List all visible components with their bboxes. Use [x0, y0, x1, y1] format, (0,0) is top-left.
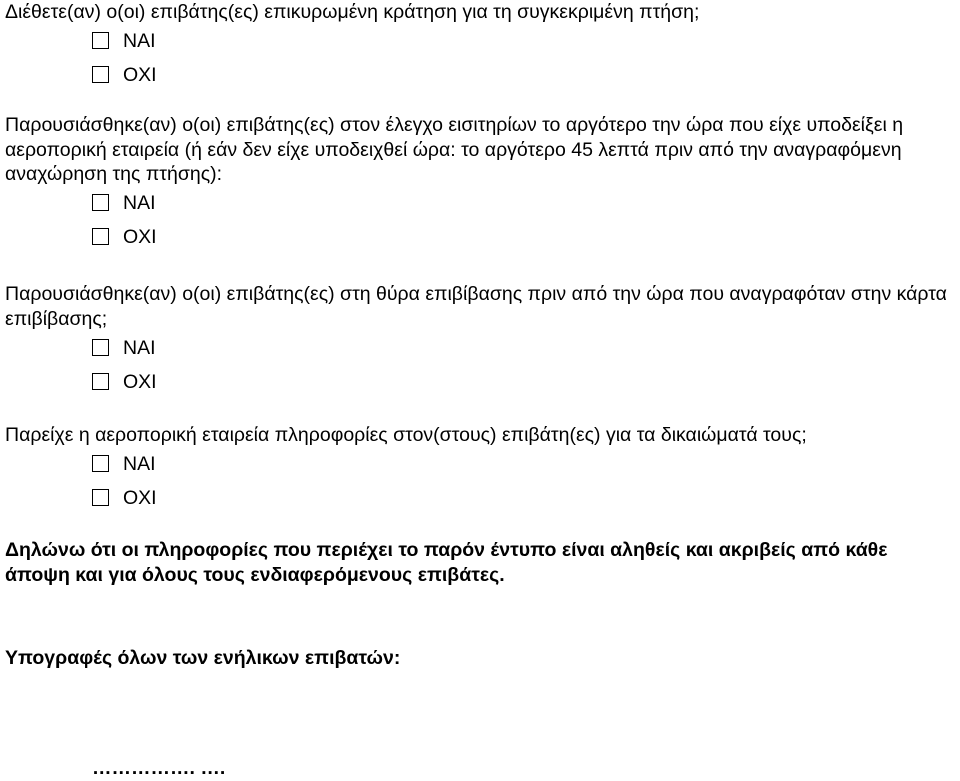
question-text: Παρουσιάσθηκε(αν) ο(οι) επιβάτης(ες) στον έλεγχο εισιτηρίων το αργότερο την ώρα που είχε υποδείξει η αεροπορική εταιρεία (ή εάν δεν είχε υποδειχθεί ώρα: το αργότερο 45 λεπτά πριν από την αναγραφόμενη αναχώρηση της πτήσης):	[5, 114, 904, 186]
option-label: ΝΑΙ	[123, 453, 156, 476]
option-yes[interactable]	[92, 331, 955, 365]
option-label: ΟΧΙ	[123, 64, 157, 87]
question-3	[5, 282, 955, 399]
question-4	[5, 423, 955, 516]
option-label: ΟΧΙ	[123, 226, 157, 249]
option-label: ΝΑΙ	[123, 30, 156, 53]
option-yes[interactable]	[92, 448, 955, 482]
signature-line[interactable]: ……………. ….	[92, 757, 226, 779]
option-no[interactable]	[92, 365, 955, 399]
checkbox-icon[interactable]	[92, 339, 109, 356]
question-text: Παρουσιάσθηκε(αν) ο(οι) επιβάτης(ες) στη θύρα επιβίβασης πριν από την ώρα που αναγραφόταν στην κάρτα επιβίβασης;	[5, 283, 947, 330]
option-label: ΟΧΙ	[123, 370, 157, 393]
option-no[interactable]	[92, 59, 699, 93]
question-text: Διέθετε(αν) ο(οι) επιβάτης(ες) επικυρωμένη κράτηση για τη συγκεκριμένη πτήση;	[5, 1, 700, 23]
option-label: ΟΧΙ	[123, 487, 157, 510]
option-no[interactable]	[92, 482, 955, 516]
option-label: ΝΑΙ	[123, 336, 156, 359]
option-no[interactable]	[92, 221, 955, 255]
question-1	[5, 0, 699, 93]
option-label: ΝΑΙ	[123, 192, 156, 215]
question-text: Παρείχε η αεροπορική εταιρεία πληροφορίες στον(στους) επιβάτη(ες) για τα δικαιώματά τους;	[5, 424, 807, 446]
checkbox-icon[interactable]	[92, 455, 109, 472]
checkbox-icon[interactable]	[92, 373, 109, 390]
checkbox-icon[interactable]	[92, 194, 109, 211]
option-yes[interactable]	[92, 25, 699, 59]
declaration-text: Δηλώνω ότι οι πληροφορίες που περιέχει το παρόν έντυπο είναι αληθείς και ακριβείς από κάθε άποψη και για όλους τους ενδιαφερόμενους επιβάτες.	[5, 539, 888, 586]
checkbox-icon[interactable]	[92, 32, 109, 49]
checkbox-icon[interactable]	[92, 489, 109, 506]
checkbox-icon[interactable]	[92, 228, 109, 245]
option-yes[interactable]	[92, 187, 955, 221]
checkbox-icon[interactable]	[92, 66, 109, 83]
question-2	[5, 113, 955, 255]
signatures-label: Υπογραφές όλων των ενήλικων επιβατών:	[5, 647, 401, 669]
